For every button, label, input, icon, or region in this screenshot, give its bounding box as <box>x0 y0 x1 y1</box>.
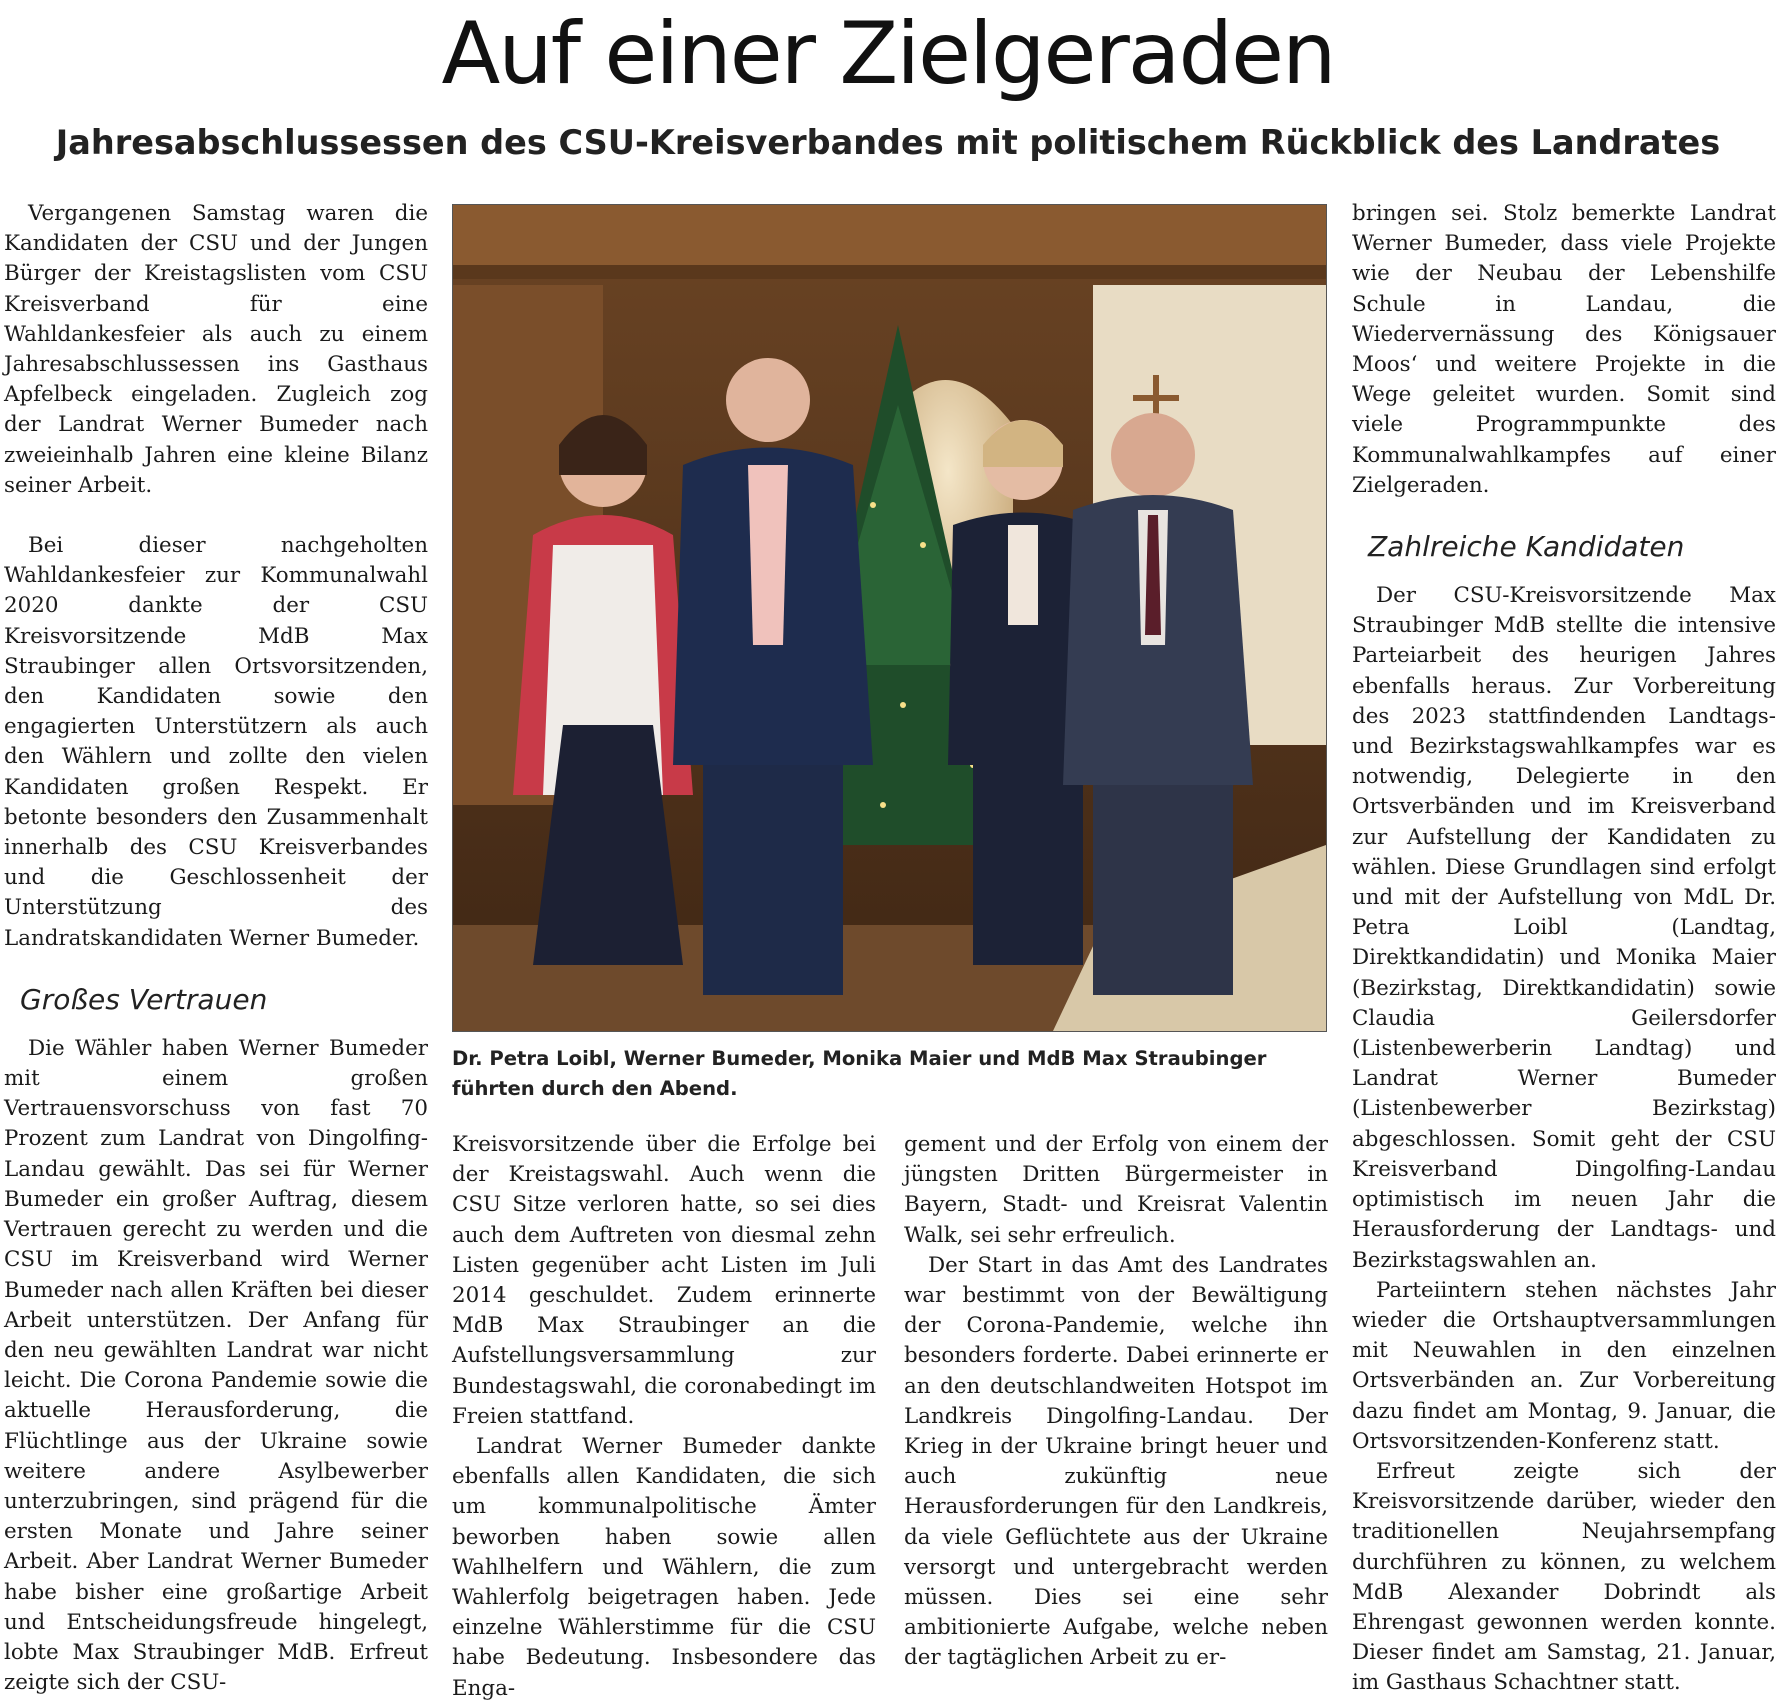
paragraph: gement und der Erfolg von einem der jüngsten Dritten Bürgermeister in Bayern, Stadt- und Kreisrat Valentin Walk, sei sehr erfreulich. <box>904 1132 1328 1248</box>
photo-caption: Dr. Petra Loibl, Werner Bumeder, Monika Maier und MdB Max Straubinger führten durch den Abend. <box>452 1047 1267 1100</box>
paragraph: Der Start in das Amt des Landrates war bestimmt von der Bewältigung der Corona-Pandemie, welche ihn besonders forderte. Dabei erinnerte er an den deutschlandweiten Hotspot im Landkreis Dingolfing-Landau. Der Krieg in der Ukraine bringt heuer und auch zukünftig neue Herausforderungen für den Landkreis, da viele Geflüchtete aus der Ukraine versorgt und untergebracht werden müssen. Dies sei eine sehr ambitionierte Aufgabe, welche neben der tagtäglichen Arbeit zu er- <box>904 1252 1328 1671</box>
text-column-2 <box>452 1130 876 1704</box>
paragraph: Bei dieser nachgeholten Wahldankesfeier zur Kommunalwahl 2020 dankte der CSU Kreisvorsitzende MdB Max Straubinger allen Ortsvorsitzenden, den Kandidaten sowie den engagierten Unterstützern als auch den Wählern und zollte den vielen Kandidaten großen Respekt. Er betonte besonders den Zusammenhalt innerhalb des CSU Kreisverbandes und die Geschlossenheit der Unterstützung des Landratskandidaten Werner Bumeder. <box>4 533 428 951</box>
text-column-4 <box>1352 199 1776 1699</box>
article-subheadline: Jahresabschlussessen des CSU-Kreisverbandes mit politischem Rückblick des Landrates <box>55 123 1721 162</box>
paragraph: Kreisvorsitzende über die Erfolge bei der Kreistagswahl. Auch wenn die CSU Sitze verloren hatte, so sei dies auch dem Auftreten von diesmal zehn Listen gegenüber acht Listen im Juli 2014 geschuldet. Zudem erinnerte MdB Max Straubinger an die Aufstellungsversammlung zur Bundestagswahl, die coronabedingt im Freien stattfand. <box>452 1132 876 1429</box>
paragraph: Vergangenen Samstag waren die Kandidaten der CSU und der Jungen Bürger der Kreistagslisten vom CSU Kreisverband für eine Wahldankesfeier als auch zu einem Jahresabschlussessen ins Gasthaus Apfelbeck eingeladen. Zugleich zog der Landrat Werner Bumeder nach zweieinhalb Jahren eine kleine Bilanz seiner Arbeit. <box>4 201 428 498</box>
article-photo <box>452 204 1327 1032</box>
paragraph: Erfreut zeigte sich der Kreisvorsitzende darüber, wieder den traditionellen Neujahrsempfang durchführen zu können, zu welchem MdB Alexander Dobrindt als Ehrengast gewonnen werden konnte. Dieser findet am Samstag, 21. Januar, im Gasthaus Schachtner statt. <box>1352 1458 1776 1696</box>
paragraph: Parteiintern stehen nächstes Jahr wieder die Ortshauptversammlungen mit Neuwahlen in den einzelnen Ortsverbänden an. Zur Vorbereitung dazu findet am Montag, 9. Januar, die Ortsvorsitzenden-Konferenz statt. <box>1352 1277 1776 1454</box>
text-column-1 <box>4 199 428 1698</box>
paragraph: Die Wähler haben Werner Bumeder mit einem großen Vertrauensvorschuss von fast 70 Prozent zum Landrat von Dingolfing-Landau gewählt. Das sei für Werner Bumeder ein großer Auftrag, diesem Vertrauen gerecht zu werden und die CSU im Kreisverband wird Werner Bumeder nach allen Kräften bei dieser Arbeit unterstützen. Der Anfang für den neu gewählten Landrat war nicht leicht. Die Corona Pandemie sowie die aktuelle Herausforderung, die Flüchtlinge aus der Ukraine sowie weitere andere Asylbewerber unterzubringen, sind prägend für die ersten Monate und Jahre seiner Arbeit. Aber Landrat Werner Bumeder habe bisher eine großartige Arbeit und Entscheidungsfreude hingelegt, lobte Max Straubinger MdB. Erfreut zeigte sich der CSU- <box>4 1035 428 1696</box>
section-heading: Zahlreiche Kandidaten <box>1368 530 1685 564</box>
paragraph: Landrat Werner Bumeder dankte ebenfalls allen Kandidaten, die sich um kommunalpolitische Ämter beworben haben sowie allen Wahlhelfern und Wählern, die zum Wahlerfolg beigetragen haben. Jede einzelne Wählerstimme für die CSU habe Bedeutung. Insbesondere das Enga- <box>452 1434 876 1701</box>
paragraph: bringen sei. Stolz bemerkte Landrat Werner Bumeder, dass viele Projekte wie der Neubau der Lebenshilfe Schule in Landau, die Wiedervernässung des Königsauer Moos‘ und weitere Projekte in die Wege geleitet wurden. Somit sind viele Programmpunkte des Kommunalwahlkampfes auf einer Zielgeraden. <box>1352 201 1776 498</box>
article-headline: Auf einer Zielgeraden <box>441 4 1335 104</box>
group-photo-illustration <box>453 205 1326 1031</box>
paragraph: Der CSU-Kreisvorsitzende Max Straubinger MdB stellte die intensive Parteiarbeit des heurigen Jahres ebenfalls heraus. Zur Vorbereitung des 2023 stattfindenden Landtags- und Bezirkstagswahlkampfes war es notwendig, Delegierte in den Ortsverbänden und im Kreisverband zur Aufstellung der Kandidaten zu wählen. Diese Grundlagen sind erfolgt und mit der Aufstellung von MdL Dr. Petra Loibl (Landtag, Direktkandidatin) und Monika Maier (Bezirkstag, Direktkandidatin) sowie Claudia Geilersdorfer (Listenbewerberin Landtag) und Landrat Werner Bumeder (Listenbewerber Bezirkstag) abgeschlossen. Somit geht der CSU Kreisverband Dingolfing-Landau optimistisch im neuen Jahr die Herausforderung der Landtags- und Bezirkstagswahlen an. <box>1352 583 1776 1273</box>
text-column-3 <box>904 1130 1328 1674</box>
section-heading: Großes Vertrauen <box>20 982 268 1016</box>
